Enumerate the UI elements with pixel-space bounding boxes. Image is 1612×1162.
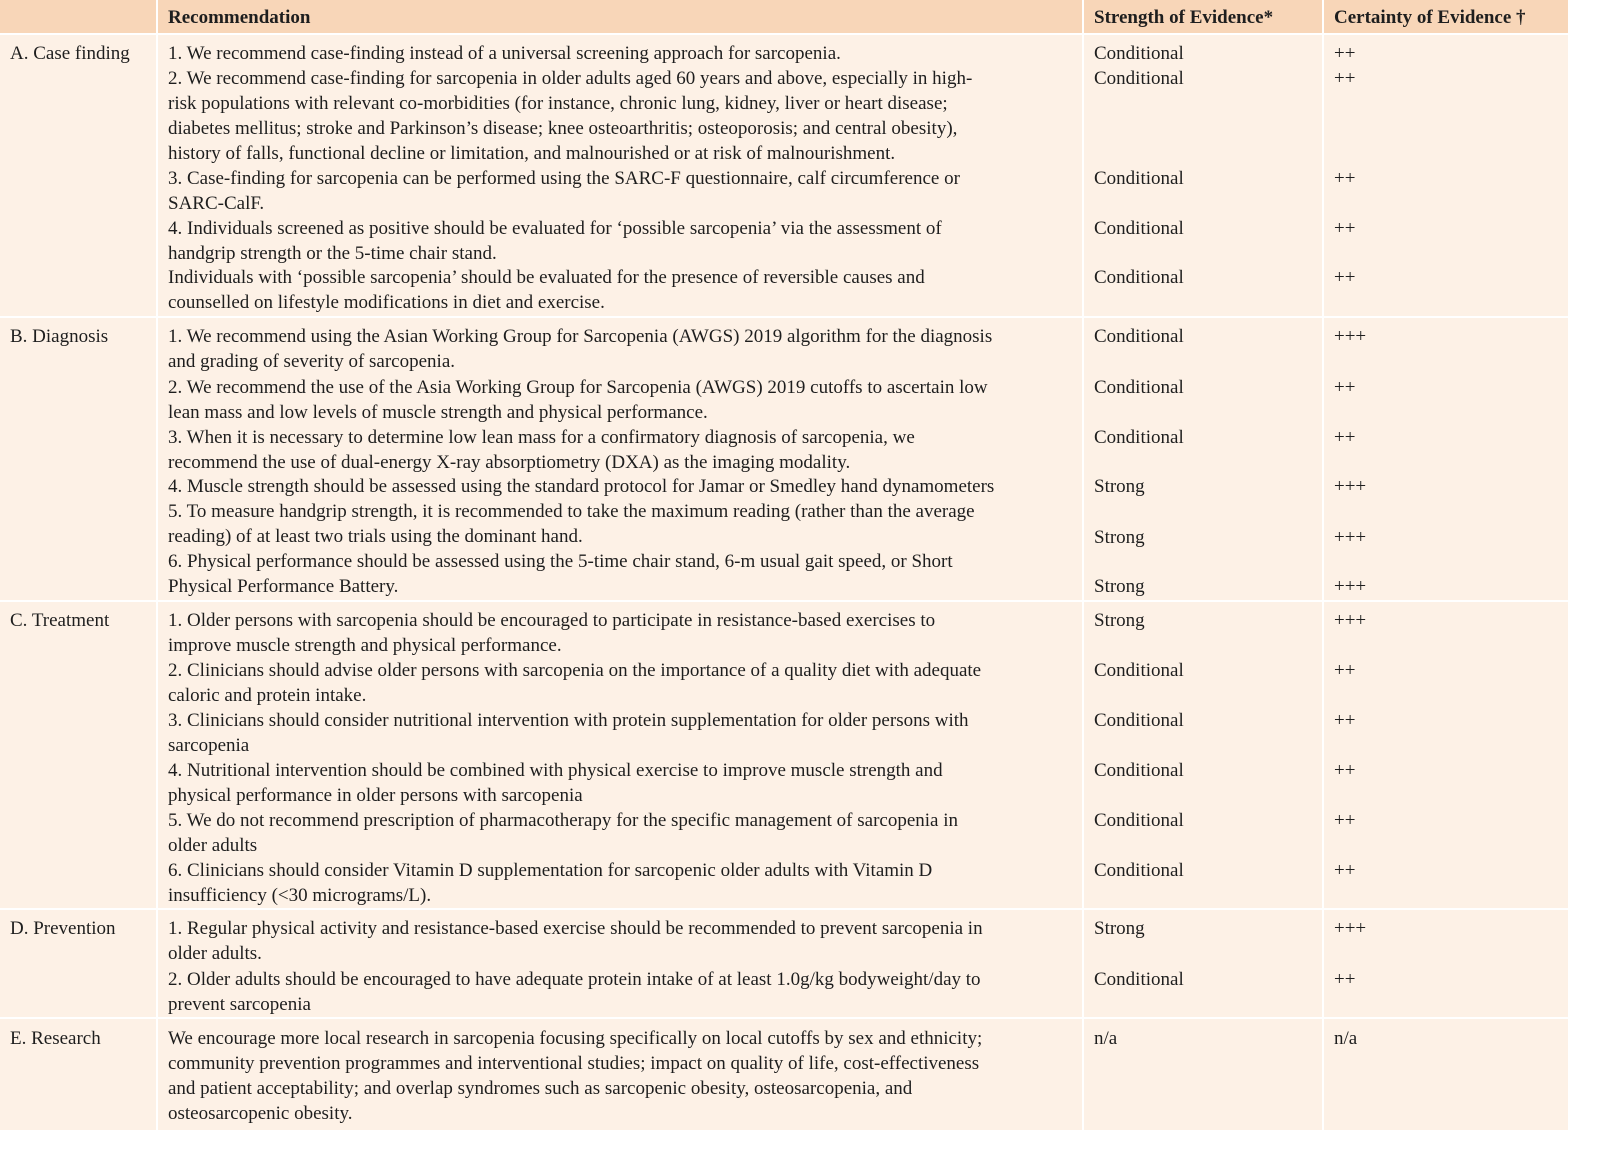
strength-value: Conditional	[1094, 218, 1184, 239]
text-line: 3. When it is necessary to determine low lean mass for a confirmatory diagnosis of sarcopenia, we	[168, 427, 915, 448]
strength-value: n/a	[1094, 1028, 1118, 1049]
strength-value: Conditional	[1094, 68, 1184, 89]
text-line: 4. Muscle strength should be assessed using the standard protocol for Jamar or Smedley hand dynamometers	[168, 476, 995, 497]
certainty-value: ++	[1334, 267, 1356, 288]
recommendation-text	[168, 324, 1078, 374]
certainty-value: +++	[1334, 576, 1367, 597]
certainty-value: ++	[1334, 218, 1356, 239]
certainty-value: ++	[1334, 168, 1356, 189]
strength-value: Conditional	[1094, 43, 1184, 64]
recommendation-text	[168, 808, 1078, 858]
text-line: 1. We recommend using the Asian Working Group for Sarcopenia (AWGS) 2019 algorithm for the diagnosis	[168, 326, 993, 347]
strength-value: Conditional	[1094, 377, 1184, 398]
text-line: osteosarcopenic obesity.	[168, 1103, 353, 1124]
text-line: Individuals with ‘possible sarcopenia’ should be evaluated for the presence of reversible causes and	[168, 267, 925, 288]
certainty-value: ++	[1334, 43, 1356, 64]
text-line: 4. Individuals screened as positive should be evaluated for ‘possible sarcopenia’ via the assessment of	[168, 218, 942, 239]
recommendation-text	[168, 658, 1078, 708]
strength-value: Conditional	[1094, 810, 1184, 831]
recommendation-text	[168, 265, 1078, 315]
recommendation-text	[168, 41, 1078, 66]
text-line: improve muscle strength and physical performance.	[168, 635, 562, 656]
text-line: 2. We recommend the use of the Asia Working Group for Sarcopenia (AWGS) 2019 cutoffs to ascertain low	[168, 377, 988, 398]
strength-value: Conditional	[1094, 760, 1184, 781]
strength-value: Conditional	[1094, 168, 1184, 189]
strength-value: Strong	[1094, 576, 1145, 597]
recommendation-text	[168, 608, 1078, 658]
text-line: 5. To measure handgrip strength, it is recommended to take the maximum reading (rather than the average	[168, 501, 975, 522]
text-line: recommend the use of dual-energy X-ray absorptiometry (DXA) as the imaging modality.	[168, 452, 851, 473]
section-label-diagnosis: B. Diagnosis	[10, 326, 109, 347]
certainty-value: ++	[1334, 710, 1356, 731]
recommendation-text	[168, 708, 1078, 758]
strength-value: Strong	[1094, 476, 1145, 497]
section-label-case-finding: A. Case finding	[10, 43, 130, 64]
section-label-research: E. Research	[10, 1028, 101, 1049]
recommendation-text	[168, 66, 1078, 166]
strength-value: Conditional	[1094, 427, 1184, 448]
text-line: 2. We recommend case-finding for sarcopenia in older adults aged 60 years and above, especially in high-	[168, 68, 973, 89]
certainty-value: ++	[1334, 427, 1356, 448]
row-divider	[0, 316, 1568, 318]
text-line: SARC-CalF.	[168, 193, 265, 214]
recommendation-text	[168, 474, 1078, 499]
column-divider	[156, 0, 158, 1130]
recommendation-text	[168, 858, 1078, 908]
certainty-value: +++	[1334, 527, 1367, 548]
recommendation-text	[168, 216, 1078, 266]
strength-value: Strong	[1094, 918, 1145, 939]
text-line: counselled on lifestyle modifications in diet and exercise.	[168, 292, 605, 313]
text-line: 2. Older adults should be encouraged to have adequate protein intake of at least 1.0g/kg bodyweight/day to	[168, 969, 981, 990]
text-line: risk populations with relevant co-morbidities (for instance, chronic lung, kidney, liver or heart disease;	[168, 93, 948, 114]
text-line: reading) of at least two trials using the dominant hand.	[168, 526, 583, 547]
row-divider	[0, 1017, 1568, 1019]
section-label-prevention: D. Prevention	[10, 918, 116, 939]
certainty-value: ++	[1334, 969, 1356, 990]
certainty-value: n/a	[1334, 1028, 1358, 1049]
text-line: 1. Older persons with sarcopenia should be encouraged to participate in resistance-based exercises to	[168, 610, 936, 631]
certainty-value: +++	[1334, 610, 1367, 631]
header-recommendation: Recommendation	[168, 7, 311, 28]
certainty-value: +++	[1334, 476, 1367, 497]
certainty-value: +++	[1334, 918, 1367, 939]
text-line: 1. Regular physical activity and resistance-based exercise should be recommended to prevent sarcopenia in	[168, 918, 983, 939]
text-line: history of falls, functional decline or limitation, and malnourished or at risk of malnourishment.	[168, 143, 896, 164]
certainty-value: ++	[1334, 660, 1356, 681]
text-line: sarcopenia	[168, 735, 250, 756]
text-line: physical performance in older persons with sarcopenia	[168, 785, 583, 806]
strength-value: Strong	[1094, 527, 1145, 548]
strength-value: Conditional	[1094, 969, 1184, 990]
strength-value: Strong	[1094, 610, 1145, 631]
text-line: and patient acceptability; and overlap syndromes such as sarcopenic obesity, osteosarcopenia, and	[168, 1078, 913, 1099]
text-line: diabetes mellitus; stroke and Parkinson’s disease; knee osteoarthritis; osteoporosis; and central obesity),	[168, 118, 958, 139]
text-line: handgrip strength or the 5-time chair stand.	[168, 243, 497, 264]
recommendation-text	[168, 375, 1078, 425]
strength-value: Conditional	[1094, 660, 1184, 681]
text-line: 3. Case-finding for sarcopenia can be performed using the SARC-F questionnaire, calf circumference or	[168, 168, 960, 189]
text-line: 6. Physical performance should be assessed using the 5-time chair stand, 6-m usual gait speed, or Short	[168, 551, 953, 572]
text-line: 3. Clinicians should consider nutritional intervention with protein supplementation for older persons with	[168, 710, 969, 731]
strength-value: Conditional	[1094, 860, 1184, 881]
text-line: lean mass and low levels of muscle strength and physical performance.	[168, 402, 708, 423]
certainty-value: ++	[1334, 377, 1356, 398]
text-line: 5. We do not recommend prescription of pharmacotherapy for the specific management of sarcopenia in	[168, 810, 959, 831]
text-line: community prevention programmes and interventional studies; impact on quality of life, cost-effectiveness	[168, 1053, 980, 1074]
recommendation-text	[168, 967, 1078, 1017]
text-line: and grading of severity of sarcopenia.	[168, 351, 456, 372]
text-line: Physical Performance Battery.	[168, 576, 399, 597]
column-divider	[1322, 0, 1324, 1130]
row-divider	[0, 908, 1568, 910]
header-strength-of-evidence: Strength of Evidence*	[1094, 7, 1274, 28]
section-label-treatment: C. Treatment	[10, 610, 110, 631]
strength-value: Conditional	[1094, 267, 1184, 288]
recommendation-text	[168, 758, 1078, 808]
text-line: prevent sarcopenia	[168, 994, 311, 1015]
certainty-value: +++	[1334, 326, 1367, 347]
recommendation-text	[168, 499, 1078, 549]
recommendation-text	[168, 166, 1078, 216]
text-line: caloric and protein intake.	[168, 685, 367, 706]
strength-value: Conditional	[1094, 326, 1184, 347]
recommendation-text	[168, 425, 1078, 475]
text-line: older adults	[168, 835, 258, 856]
certainty-value: ++	[1334, 760, 1356, 781]
recommendation-text	[168, 549, 1078, 599]
text-line: insufficiency (<30 micrograms/L).	[168, 885, 432, 906]
certainty-value: ++	[1334, 68, 1356, 89]
text-line: 2. Clinicians should advise older persons with sarcopenia on the importance of a quality diet with adequate	[168, 660, 982, 681]
header-certainty-of-evidence: Certainty of Evidence †	[1334, 7, 1526, 28]
text-line: 6. Clinicians should consider Vitamin D supplementation for sarcopenic older adults with Vitamin D	[168, 860, 933, 881]
text-line: older adults.	[168, 943, 262, 964]
strength-value: Conditional	[1094, 710, 1184, 731]
row-divider	[0, 600, 1568, 602]
recommendation-text	[168, 916, 1078, 966]
certainty-value: ++	[1334, 810, 1356, 831]
row-divider	[0, 33, 1568, 35]
text-line: 1. We recommend case-finding instead of a universal screening approach for sarcopenia.	[168, 43, 841, 64]
recommendation-text	[168, 1026, 1078, 1126]
text-line: We encourage more local research in sarcopenia focusing specifically on local cutoffs by sex and ethnicity;	[168, 1028, 983, 1049]
column-divider	[1082, 0, 1084, 1130]
certainty-value: ++	[1334, 860, 1356, 881]
text-line: 4. Nutritional intervention should be combined with physical exercise to improve muscle strength and	[168, 760, 943, 781]
